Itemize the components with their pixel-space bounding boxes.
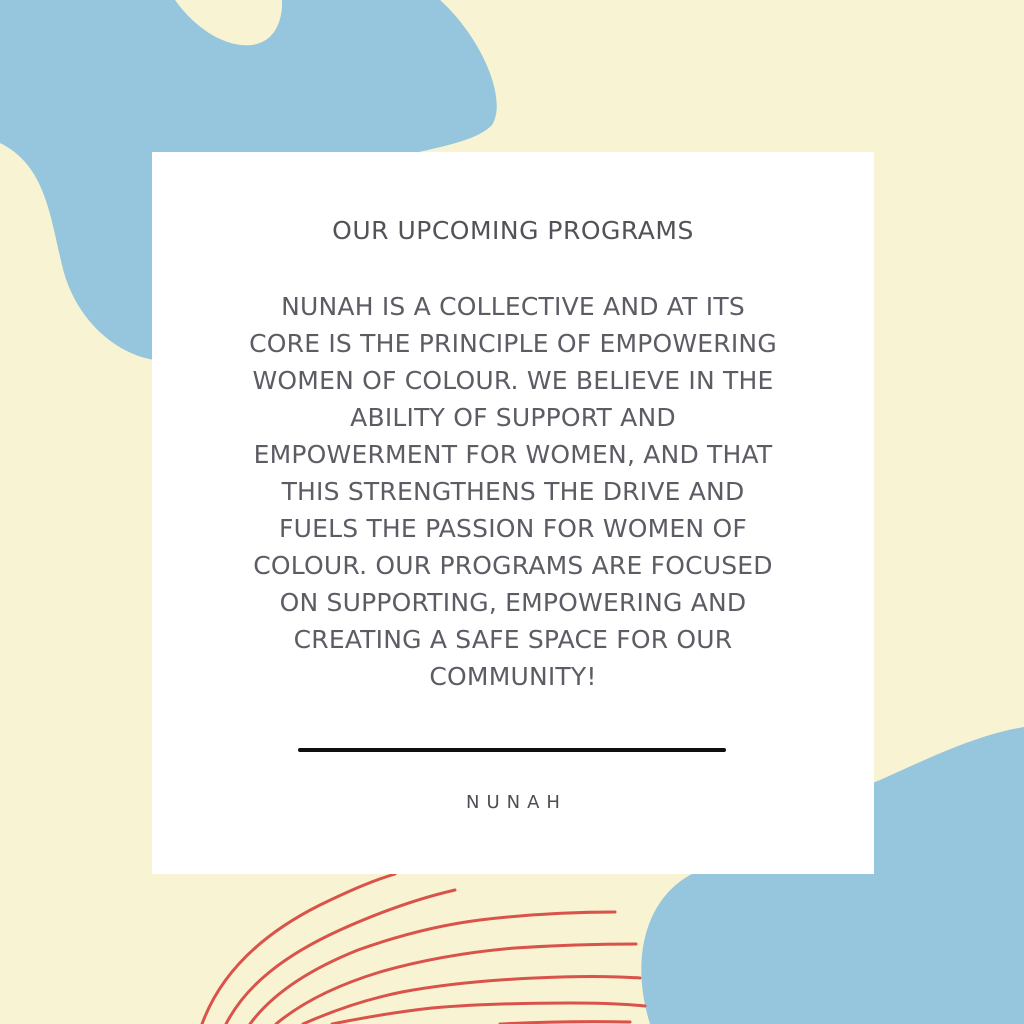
body-line: ON SUPPORTING, EMPOWERING AND — [279, 588, 747, 617]
body-line: THIS STRENGTHENS THE DRIVE AND — [281, 477, 745, 506]
card-body-text — [207, 288, 819, 695]
program-card — [152, 152, 874, 874]
contour-lines — [202, 874, 645, 1024]
body-line: CORE IS THE PRINCIPLE OF EMPOWERING — [249, 329, 777, 358]
body-line: COMMUNITY! — [429, 662, 597, 691]
body-line: CREATING A SAFE SPACE FOR OUR — [293, 625, 733, 654]
signature: NUNAH — [466, 792, 567, 813]
body-line: WOMEN OF COLOUR. WE BELIEVE IN THE — [252, 366, 774, 395]
card-heading: OUR UPCOMING PROGRAMS — [332, 216, 694, 245]
body-line: FUELS THE PASSION FOR WOMEN OF — [279, 514, 747, 543]
divider-line — [298, 748, 726, 752]
body-line: COLOUR. OUR PROGRAMS ARE FOCUSED — [253, 551, 773, 580]
body-line: ABILITY OF SUPPORT AND — [350, 403, 676, 432]
body-line: EMPOWERMENT FOR WOMEN, AND THAT — [253, 440, 773, 469]
body-line: NUNAH IS A COLLECTIVE AND AT ITS — [281, 292, 745, 321]
